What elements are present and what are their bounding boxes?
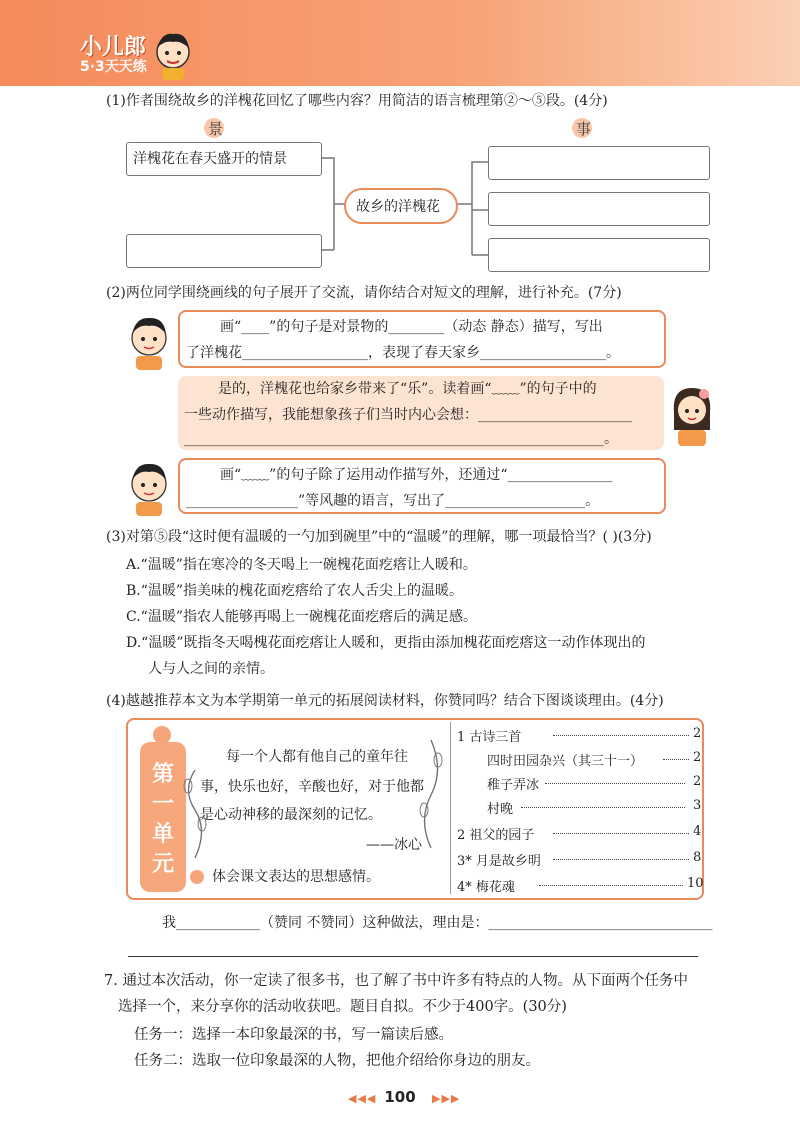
q1-event-box-3[interactable] [488,238,710,272]
brand-subtitle: 5·3天天练 [80,59,147,75]
q3-question: (3)对第⑤段“这时便有温暖的一勺加到碗里”中的“温暖”的理解，哪一项最恰当？( )(3分) [106,529,652,545]
brand-title: 小儿郎 [80,35,147,60]
q3-option-c[interactable]: C.“温暖”指农人能够再喝上一碗槐花面疙瘩后的满足感。 [126,609,477,625]
unit-goal: 体会课文表达的思想感情。 [212,869,380,885]
vine-decoration-icon [180,770,210,860]
q7-line2: 选择一个，来分享你的活动收获吧。题目自拟。不少于400字。(30分) [118,999,567,1015]
bubble2-line3: ____________________________________________________________。 [184,431,618,447]
q1-label-event: 事 [576,120,592,138]
q7-task2: 任务二：选取一位印象最深的人物，把他介绍给你身边的朋友。 [134,1053,540,1069]
q2-question: (2)两位同学围绕画线的句子展开了交流，请你结合对短文的理解，进行补充。(7分) [106,285,622,301]
q1-question: (1)作者围绕故乡的洋槐花回忆了哪些内容？用简洁的语言梳理第②～⑤段。(4分) [106,93,608,109]
quote-line2: 事，快乐也好，辛酸也好，对于他都 [200,779,424,795]
bubble3-line1: 画“﹏﹏”的句子除了运用动作描写外，还通过“_______________ [220,467,613,483]
toc-item: 村晚 3 [487,798,702,817]
quote-line1: 每一个人都有他自己的童年往 [226,749,408,765]
toc-item: 1 古诗三首 2 [457,726,702,745]
q3-option-a[interactable]: A.“温暖”指在寒冷的冬天喝上一碗槐花面疙瘩让人暖和。 [126,557,477,573]
q3-option-d[interactable]: D.“温暖”既指冬天喝槐花面疙瘩让人暖和，更指由添加槐花面疙瘩这一动作体现出的 [126,635,646,651]
q4-question: (4)越越推荐本文为本学期第一单元的拓展阅读材料，你赞同吗？结合下图谈谈理由。(4分) [106,693,664,709]
bubble3-line2: ________________”等风趣的语言，写出了____________________。 [186,493,600,509]
mascot-icon [150,28,196,80]
vine-decoration-icon [416,740,446,850]
q1-event-box-2[interactable] [488,192,710,226]
toc-item: 稚子弄冰 2 [487,774,702,793]
q1-label-scene: 景 [208,120,224,138]
toc-item: 2 祖父的园子 4 [457,824,702,843]
q4-answer-blank[interactable] [128,956,698,957]
arrow-left-icon: ◀◀◀ [348,1092,377,1105]
bubble1-line1: 画“____”的句子是对景物的________（动态 静态）描写，写出 [220,319,603,335]
q7-line1: 7. 通过本次活动，你一定读了很多书，也了解了书中许多有特点的人物。从下面两个任务中 [104,973,688,989]
bubble1-line2: 了洋槐花__________________，表现了春天家乡__________________。 [186,345,620,361]
boy-speech-bubble-1 [178,310,666,368]
toc-item: 4* 梅花魂 10 [457,876,704,895]
quote-line3: 是心动神移的最深刻的记忆。 [200,807,382,823]
q3-option-b[interactable]: B.“温暖”指美味的槐花面疙瘩给了农人舌尖上的温暖。 [126,583,464,599]
toc-item: 四时田园杂兴（其三十一） 2 [487,750,702,769]
q1-center-node [344,188,458,224]
q7-task1: 任务一：选择一本印象最深的书，写一篇读后感。 [134,1027,453,1043]
q1-event-box-1[interactable] [488,146,710,180]
girl-speech-bubble [178,376,664,450]
arrow-right-icon: ▶▶▶ [432,1092,461,1105]
q4-answer-line[interactable]: 我____________（赞同 不赞同）这种做法，理由是：________________________________ [162,915,713,931]
q3-option-d-cont: 人与人之间的亲情。 [148,661,274,677]
girl-avatar-icon [668,382,716,446]
bubble2-line1: 是的，洋槐花也给家乡带来了“乐”。读着画“﹏﹏”的句子中的 [218,381,597,397]
boy-speech-bubble-2 [178,458,666,514]
page-number: 100 [384,1088,416,1106]
q1-scene-box-1 [126,142,322,176]
q1-scene-box-2[interactable] [126,234,322,268]
bubble2-line2: 一些动作描写，我能想象孩子们当时内心会想：______________________ [184,407,632,423]
q1-center-text: 故乡的洋槐花 [356,199,440,215]
unit-toc [450,722,704,895]
boy-avatar-icon [124,458,174,516]
toc-item: 3* 月是故乡明 8 [457,850,702,869]
flower-icon [190,870,204,884]
boy-avatar-icon [124,312,174,370]
quote-author: ——冰心 [366,837,422,853]
q1-scene-box-1-text: 洋槐花在春天盛开的情景 [133,151,287,167]
unit-tag-text: 第一单元 [151,762,174,877]
